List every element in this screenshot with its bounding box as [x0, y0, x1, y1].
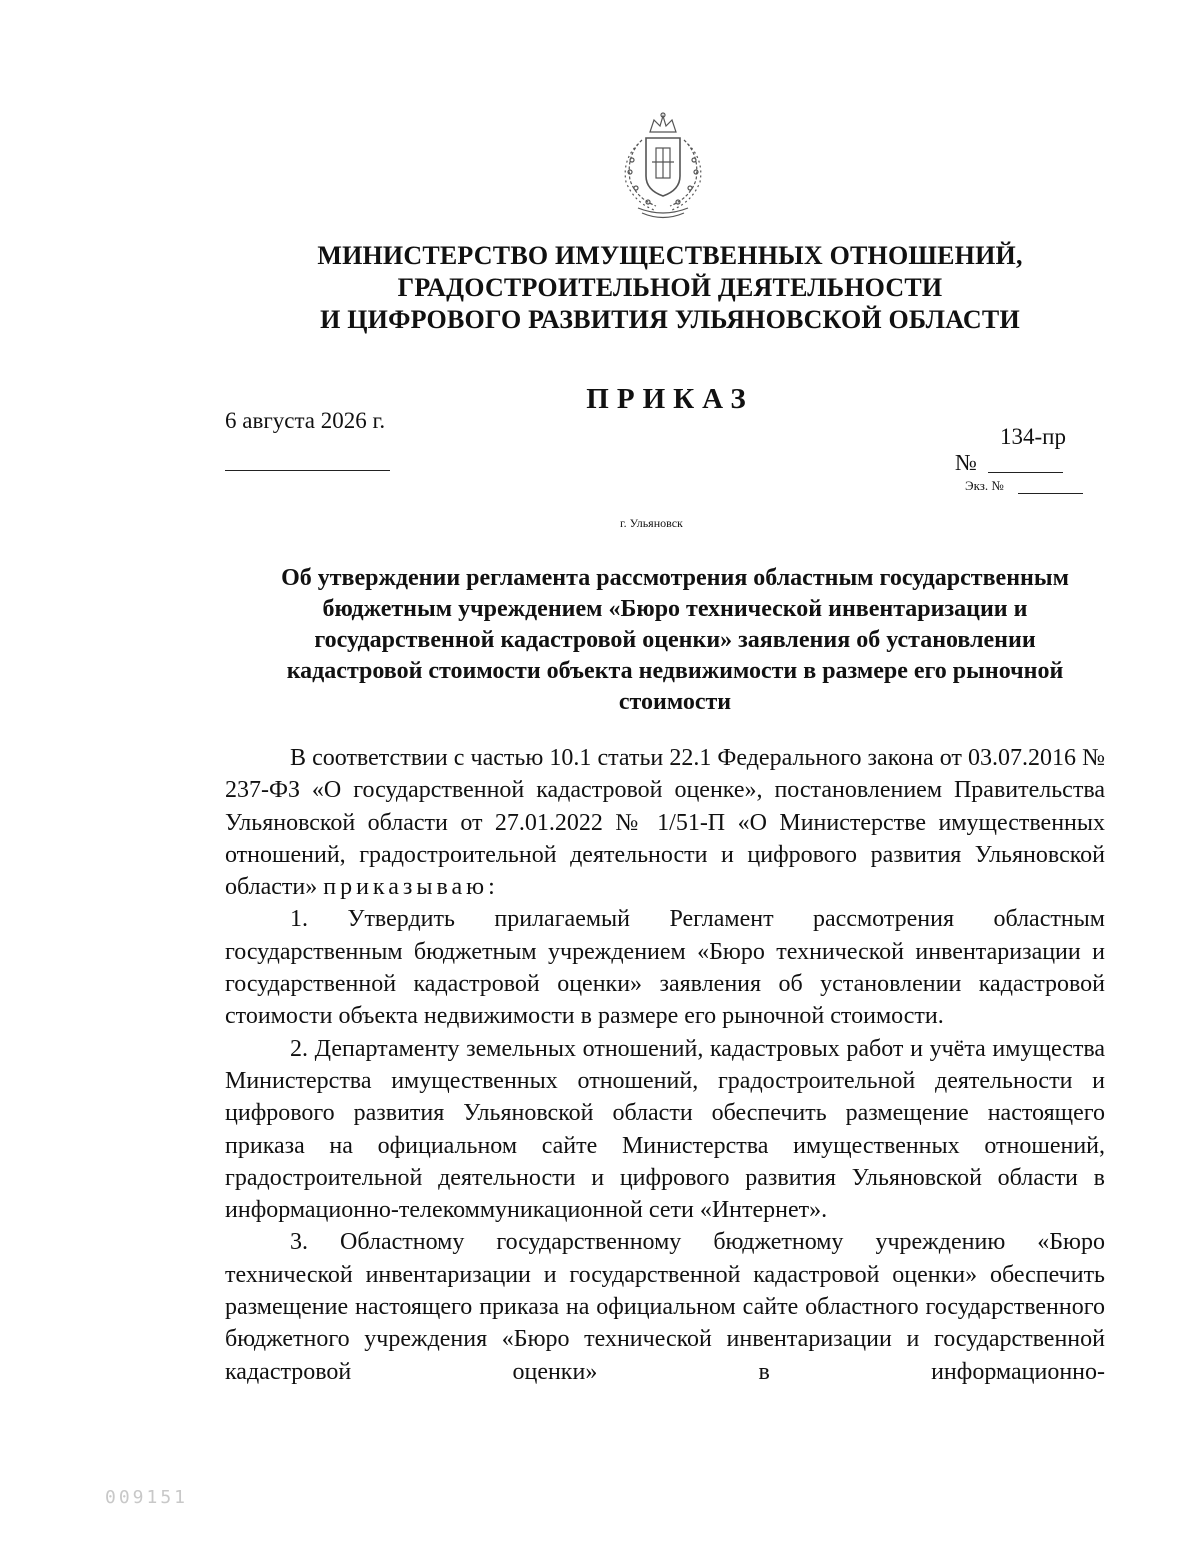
item-3-paragraph: 3. Областному государственному бюджетному учреждению «Бюро технической инвентаризации и государственной кадастровой оценки» обеспечить размещение настоящего приказа на официальном сайте областного государственного бюджетного учреждения «Бюро технической инвентаризации и государственной кадастровой оценки» в информационно-: [225, 1229, 1105, 1385]
city: г. Ульяновск: [620, 516, 683, 530]
copy-number-underline: [1018, 493, 1083, 494]
subject-line: бюджетным учреждением «Бюро технической инвентаризации и: [322, 596, 1028, 622]
subject-line: стоимости: [618, 689, 732, 715]
subject-line: Об утверждении регламента рассмотрения областным государственным: [281, 565, 1069, 591]
order-number-value: 134-пр: [1000, 424, 1066, 449]
item-2-paragraph: 2. Департаменту земельных отношений, кадастровых работ и учёта имущества Министерства имущественных отношений, градостроительной деятельности и цифрового развития Ульяновской области обеспечить размещение настоящего приказа на официальном сайте Министерства имущественных отношений, градостроительной деятельности и цифрового развития Ульяновской области в информационно-телекоммуникационной сети «Интернет».: [225, 1035, 1105, 1224]
ministry-line: И ЦИФРОВОГО РАЗВИТИЯ УЛЬЯНОВСКОЙ ОБЛАСТИ: [320, 305, 1020, 334]
ministry-name: [220, 240, 1120, 336]
preamble-text: В соответствии с частью 10.1 статьи 22.1 Федерального закона от 03.07.2016 № 237-ФЗ «О государственной кадастровой оценке», постановлением Правительства Ульяновской области от 27.01.2022 № 1/51-П «О Министерстве имущественных отношений, градостроительной деятельности и цифрового развития Ульяновской области»: [225, 745, 1105, 901]
order-number-label: №: [955, 450, 977, 475]
order-word: приказываю:: [323, 874, 499, 901]
coat-of-arms-icon: [608, 110, 718, 220]
ministry-line: ГРАДОСТРОИТЕЛЬНОЙ ДЕЯТЕЛЬНОСТИ: [397, 273, 943, 302]
order-date: 6 августа 2026 г.: [225, 408, 386, 433]
order-title: ПРИКАЗ: [586, 383, 754, 415]
order-body: [225, 742, 1105, 1388]
date-underline: [225, 470, 390, 471]
ministry-line: МИНИСТЕРСТВО ИМУЩЕСТВЕННЫХ ОТНОШЕНИЙ,: [317, 241, 1023, 270]
copy-number-label: Экз. №: [965, 478, 1004, 493]
subject-line: государственной кадастровой оценки» заявления об установлении: [314, 627, 1036, 653]
subject-line: кадастровой стоимости объекта недвижимости в размере его рыночной: [286, 658, 1064, 684]
page-mark: 009151: [105, 1487, 189, 1508]
item-1-paragraph: 1. Утвердить прилагаемый Регламент рассмотрения областным государственным бюджетным учреждением «Бюро технической инвентаризации и государственной кадастровой оценки» заявления об установлении кадастровой стоимости объекта недвижимости в размере его рыночной стоимости.: [225, 906, 1105, 1030]
preamble-paragraph: [225, 742, 1105, 903]
order-subject: [220, 563, 1130, 718]
order-number-underline: [988, 472, 1063, 473]
